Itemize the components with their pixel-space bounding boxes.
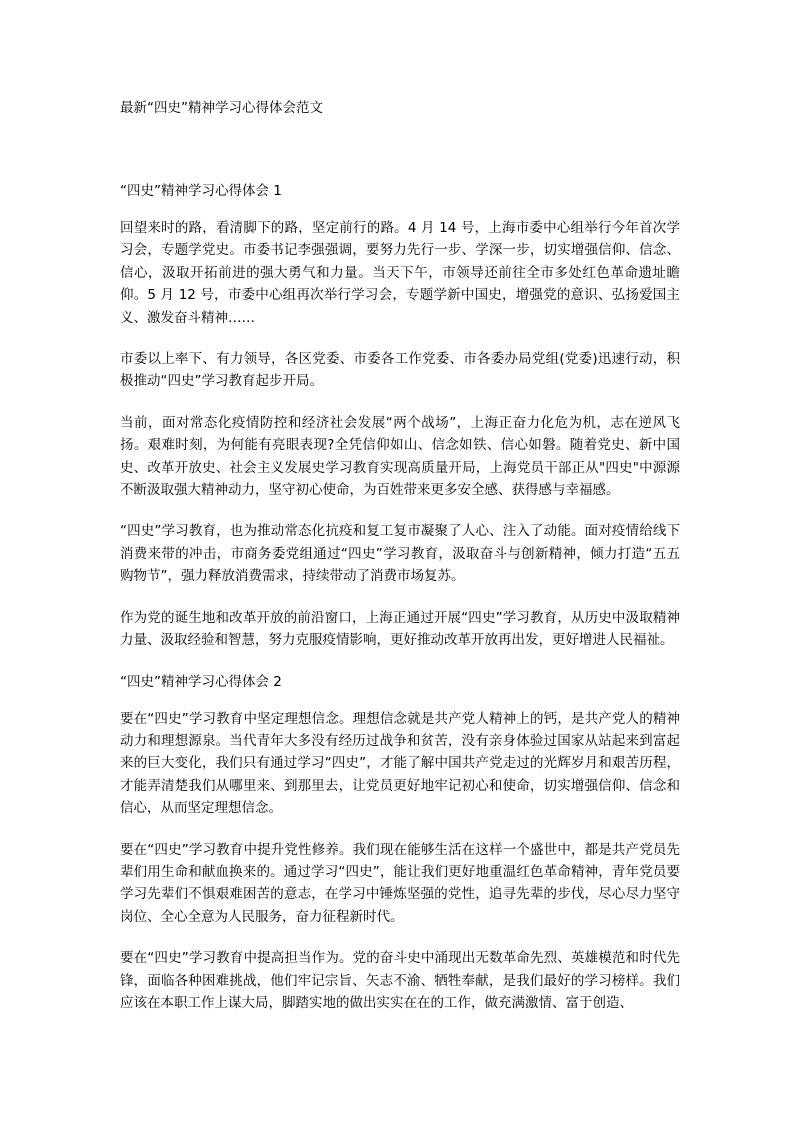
document-body	[120, 180, 680, 1033]
section-1-paragraph-5: 作为党的诞生地和改革开放的前沿窗口，上海正通过开展“四史”学习教育，从历史中汲取精神力量、汲取经验和智慧，努力克服疫情影响，更好推动改革开放再出发，更好增进人民福祉。	[120, 609, 680, 649]
section-1-paragraph-3: 当前，面对常态化疫情防控和经济社会发展“两个战场”，上海正奋力化危为机，志在逆风飞扬。艰难时刻，为何能有亮眼表现?全凭信仰如山、信念如铁、信心如磐。随着党史、新中国史、改革开放史、社会主义发展史学习教育实现高质量开局，上海党员干部正从"四史"中源源不断汲取强大精神动力，坚守初心使命，为百姓带来更多安全感、获得感与幸福感。	[120, 414, 680, 499]
section-2-paragraph-3: 要在“四史”学习教育中提高担当作为。党的奋斗史中涌现出无数革命先烈、英雄模范和时代先锋，面临各种困难挑战，他们牢记宗旨、矢志不渝、牺牲奉献，是我们最好的学习榜样。我们应该在本职工作上谋大局，脚踏实地的做出实实在在的工作，做充满激情、富于创造、	[120, 950, 680, 1011]
section-2-heading: “四史”精神学习心得体会 2	[120, 673, 282, 690]
section-1-paragraph-4: “四史”学习教育，也为推动常态化抗疫和复工复市凝聚了人心、注入了动能。面对疫情给线下消费来带的冲击，市商务委党组通过“四史”学习教育，汲取奋斗与创新精神，倾力打造“五五购物节”，强力释放消费需求，持续带动了消费市场复苏。	[120, 523, 680, 585]
section-2-paragraph-2: 要在“四史”学习教育中提升党性修养。我们现在能够生活在这样一个盛世中，都是共产党员先辈们用生命和献血换来的。通过学习“四史”，能让我们更好地重温红色革命精神，青年党员要学习先辈们不惧艰难困苦的意志，在学习中锤炼坚强的党性，追寻先辈的步伐，尽心尽力坚守岗位、全心全意为人民服务，奋力征程新时代。	[120, 841, 680, 925]
section-1-heading: “四史”精神学习心得体会 1	[120, 183, 282, 199]
section-2-paragraph-1: 要在“四史”学习教育中坚定理想信念。理想信念就是共产党人精神上的钙，是共产党人的精神动力和理想源泉。当代青年大多没有经历过战争和贫苦，没有亲身体验过国家从站起来到富起来的巨大变化，我们只有通过学习“四史”，才能了解中国共产党走过的光辉岁月和艰苦历程，才能弄清楚我们从哪里来、到那里去，让党员更好地牢记初心和使命，切实增强信仰、信念和信心，从而坚定理想信念。	[120, 710, 680, 817]
section-1-paragraph-1: 回望来时的路，看清脚下的路，坚定前行的路。4 月 14 号，上海市委中心组举行今年首次学习会，专题学党史。市委书记李强强调，要努力先行一步、学深一步，切实增强信仰、信念、信心，汲取开拓前进的强大勇气和力量。当天下午，市领导还前往全市多处红色革命遗址瞻仰。5 月 12 号，市委中心组再次举行学习会，专题学新中国史，增强党的意识、弘扬爱国主义、激发奋斗精神……	[120, 220, 680, 326]
document-title: 最新“四史”精神学习心得体会范文	[120, 100, 323, 116]
section-1-paragraph-2: 市委以上率下、有力领导，各区党委、市委各工作党委、市各委办局党组(党委)迅速行动，积极推动“四史”学习教育起步开局。	[120, 351, 680, 390]
